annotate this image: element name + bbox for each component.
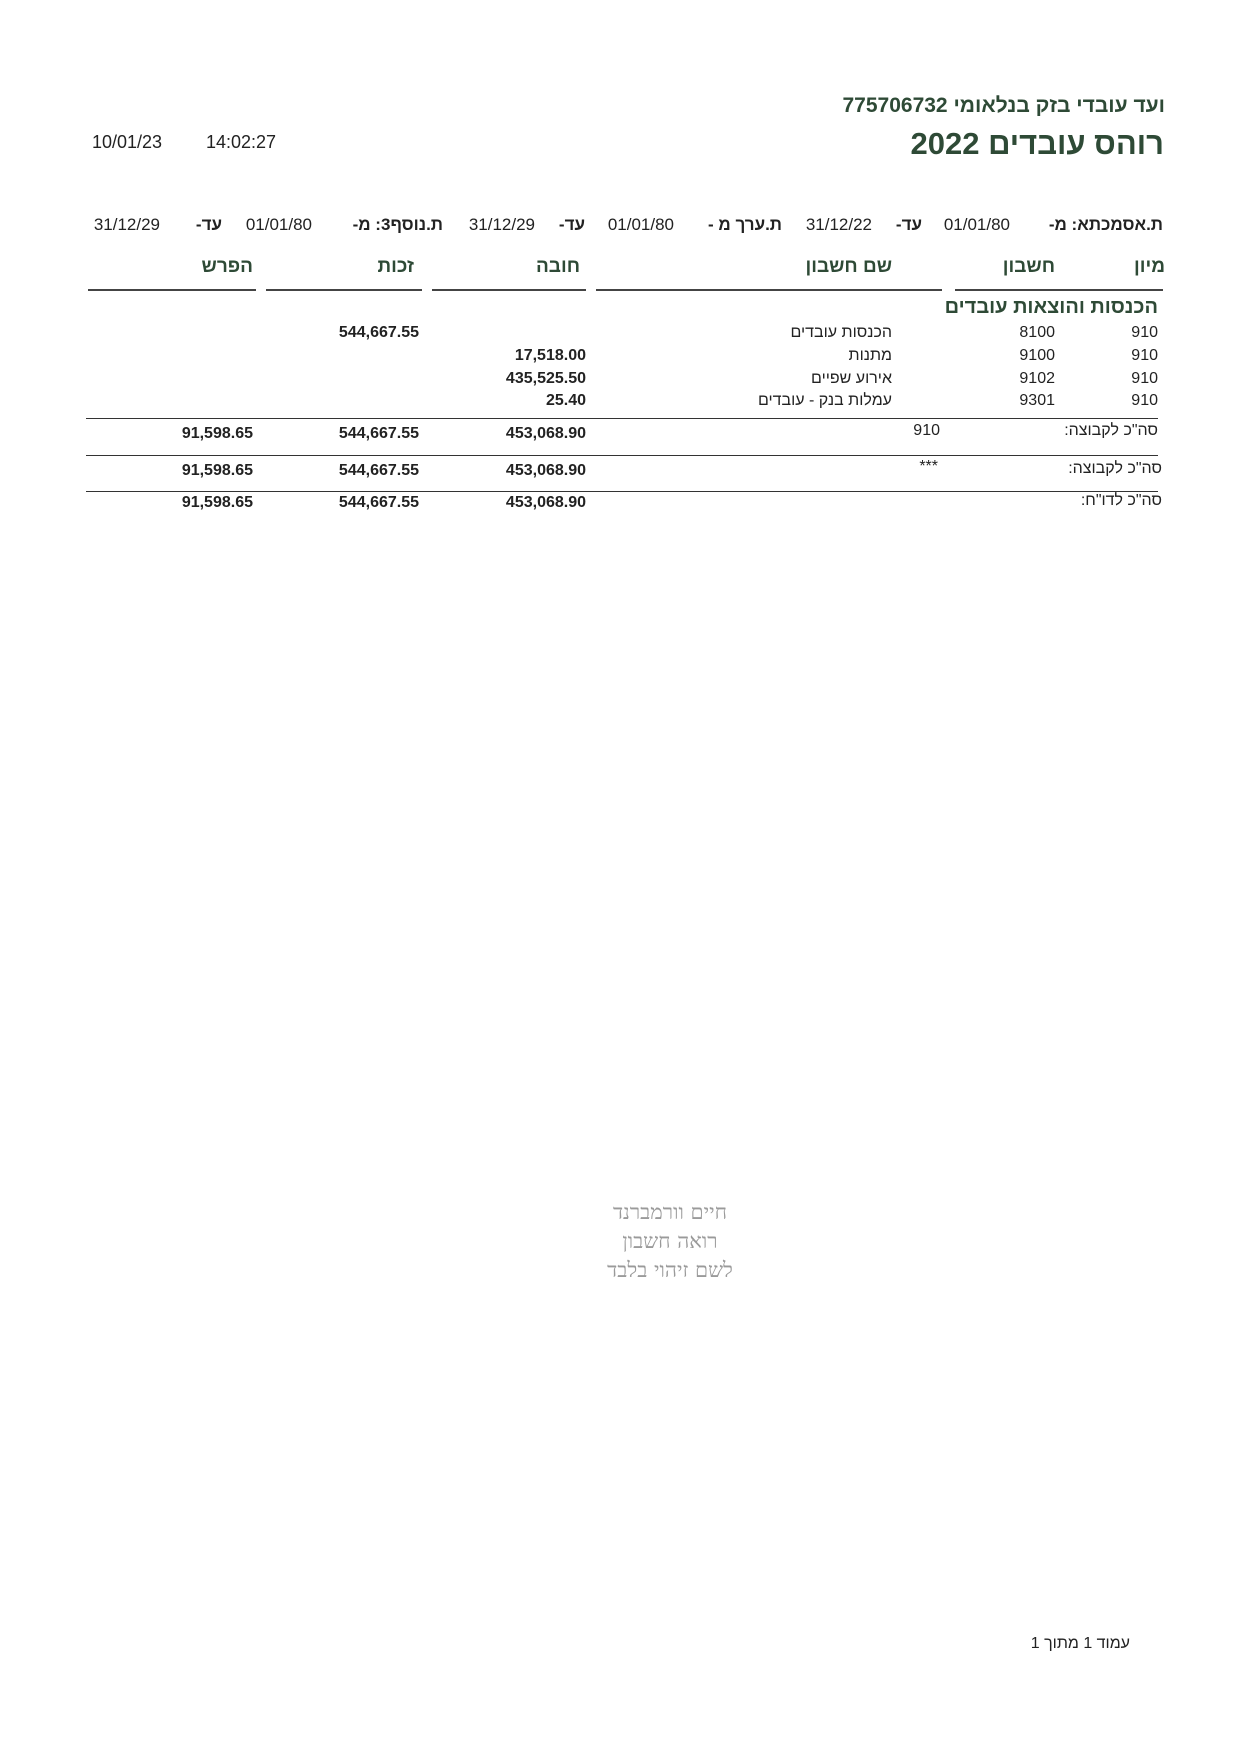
total-difference: 91,598.65 [181, 425, 253, 442]
total-code: 910 [913, 422, 940, 439]
header-underline [596, 289, 942, 291]
total-debit: 453,068.90 [505, 494, 586, 511]
print-date: 10/01/23 [92, 132, 163, 152]
col-difference: הפרש [201, 256, 253, 277]
row-account: 9102 [1019, 370, 1055, 387]
row-account: 8100 [1019, 324, 1055, 341]
ref-date-to-label: עד- [895, 215, 922, 234]
col-sort: מיון [1134, 256, 1165, 277]
extra-date-label: ת.נוסף3: מ- [352, 215, 443, 234]
total-difference: 91,598.65 [181, 494, 253, 511]
accountant-stamp [560, 1198, 780, 1285]
row-credit: 544,667.55 [338, 324, 419, 341]
organization-name: ועד עובדי בזק בנלאומי 775706732 [842, 94, 1165, 117]
totals-divider [86, 455, 1158, 456]
header-underline [955, 289, 1163, 291]
value-date-label: ת.ערך מ - [708, 215, 782, 234]
stamp-line: חיים וורמברנד [612, 1200, 728, 1224]
total-label: סה"כ לקבוצה: [1064, 422, 1158, 439]
col-credit: זכות [377, 256, 414, 277]
total-credit: 544,667.55 [338, 425, 419, 442]
row-debit: 435,525.50 [505, 370, 586, 387]
total-label: סה"כ לדו"ח: [1080, 492, 1162, 509]
ref-date-from: 01/01/80 [943, 215, 1010, 234]
extra-date-to-label: עד- [195, 215, 222, 234]
row-sort: 910 [1131, 324, 1158, 341]
total-debit: 453,068.90 [505, 425, 586, 442]
row-account-name: אירוע שפיים [811, 370, 892, 387]
col-debit: חובה [535, 256, 580, 277]
page-number: עמוד 1 מתוך 1 [1030, 1635, 1130, 1652]
row-sort: 910 [1131, 370, 1158, 387]
row-account: 9301 [1019, 392, 1055, 409]
row-account-name: הכנסות עובדים [790, 324, 892, 341]
row-debit: 25.40 [545, 392, 586, 409]
col-account-name: שם חשבון [805, 256, 892, 277]
header-underline [432, 289, 586, 291]
report-title: רוהס עובדים 2022 [910, 126, 1164, 161]
row-account: 9100 [1019, 347, 1055, 364]
header-underline [266, 289, 422, 291]
row-account-name: מתנות [848, 347, 892, 364]
extra-date-from: 01/01/80 [245, 215, 312, 234]
total-debit: 453,068.90 [505, 462, 586, 479]
row-account-name: עמלות בנק - עובדים [757, 392, 892, 409]
total-code: *** [919, 458, 938, 475]
value-date-to: 31/12/29 [468, 215, 535, 234]
ref-date-to: 31/12/22 [805, 215, 872, 234]
row-sort: 910 [1131, 347, 1158, 364]
total-credit: 544,667.55 [338, 494, 419, 511]
value-date-from: 01/01/80 [607, 215, 674, 234]
stamp-line: רואה חשבון [622, 1229, 718, 1253]
total-credit: 544,667.55 [338, 462, 419, 479]
row-debit: 17,518.00 [514, 347, 586, 364]
stamp-line: לשם זיהוי בלבד [607, 1258, 733, 1282]
value-date-to-label: עד- [558, 215, 585, 234]
print-time: 14:02:27 [206, 132, 277, 152]
header-underline [88, 289, 256, 291]
totals-divider [86, 418, 1158, 419]
ref-date-label: ת.אסמכתא: מ- [1048, 215, 1163, 234]
extra-date-to: 31/12/29 [93, 215, 160, 234]
col-account: חשבון [1002, 256, 1055, 277]
group-title: הכנסות והוצאות עובדים [944, 296, 1158, 318]
row-sort: 910 [1131, 392, 1158, 409]
total-label: סה"כ לקבוצה: [1068, 460, 1162, 477]
total-difference: 91,598.65 [181, 462, 253, 479]
totals-divider [86, 491, 1158, 492]
